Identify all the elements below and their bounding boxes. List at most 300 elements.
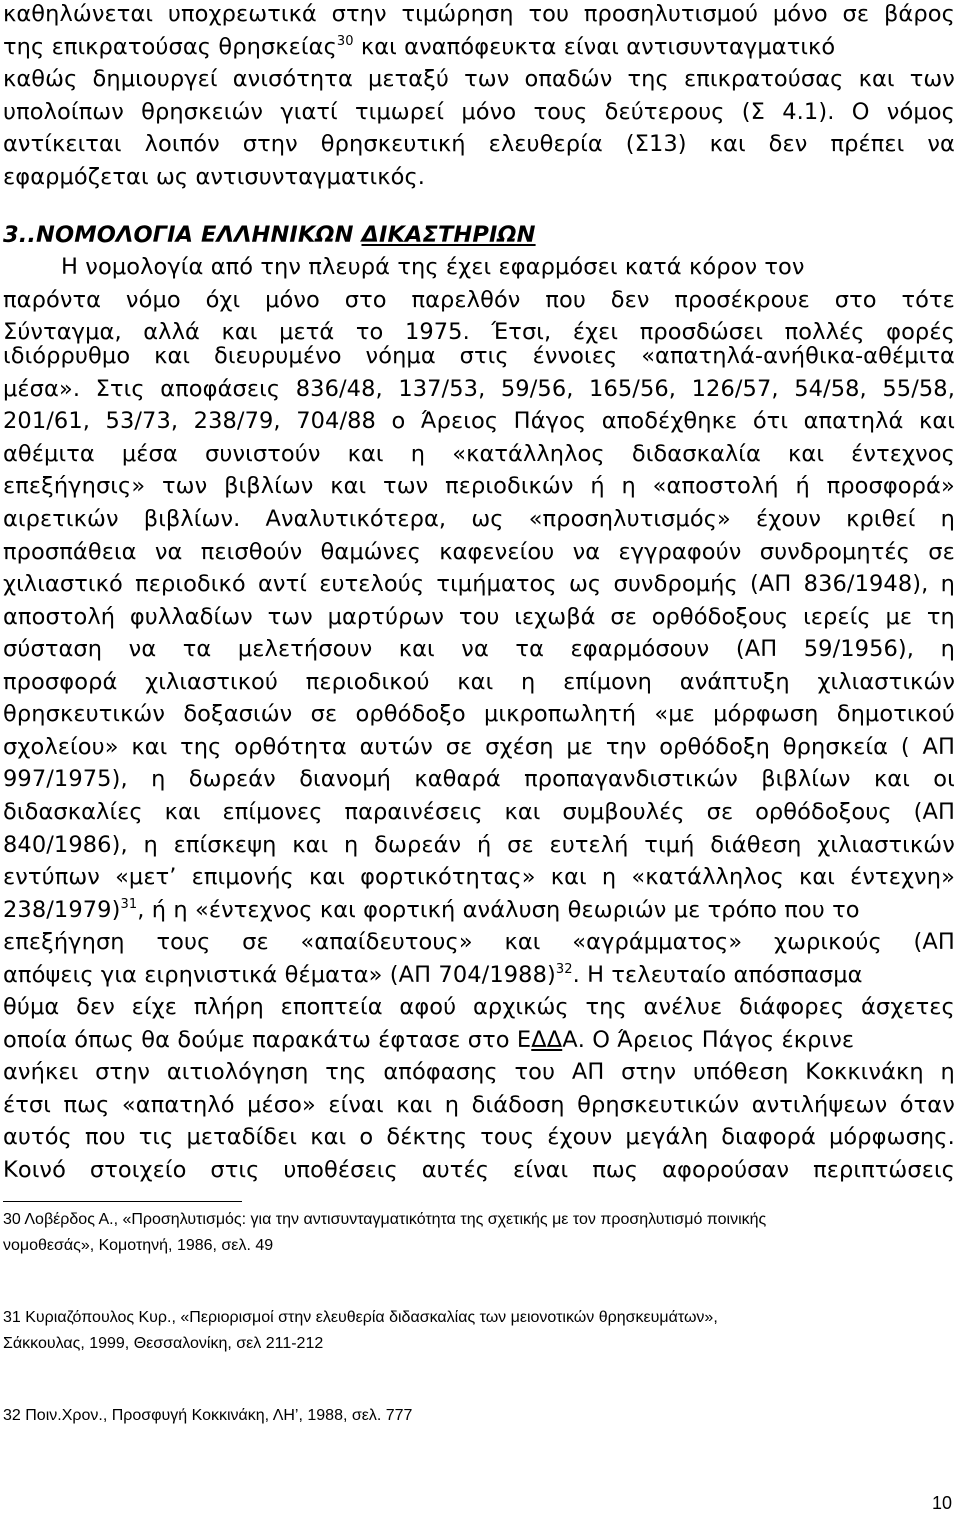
word: και (164, 799, 201, 825)
word: εντύπων (3, 864, 100, 890)
word: ιδιόρρυθμο (3, 343, 131, 369)
body-line (3, 996, 955, 1019)
word: είναι (512, 1157, 569, 1183)
word: η (344, 832, 359, 858)
word: τους (480, 1124, 535, 1150)
word: τιμωρεί (355, 99, 445, 125)
footnote-30-line: νομοθεσάς», Κομοτηνή, 1986, σελ. 49 (3, 1237, 274, 1254)
body-line (3, 736, 955, 759)
word: έχει (572, 319, 619, 345)
word: έννοιες (532, 343, 618, 369)
word: όταν (899, 1092, 955, 1118)
footnote-ref-32[interactable]: 32 (555, 962, 573, 977)
word: της (627, 66, 669, 92)
word: επικρατούσας (683, 66, 844, 92)
word: στο (834, 287, 877, 313)
word: που (545, 287, 586, 313)
body-line: της επικρατούσας θρησκείας$^{30}$ και αναπόφευκτα είναι αντισυνταγματικό (3, 34, 836, 60)
word: «κατάλληλος (631, 864, 784, 890)
word: 840/1986), (3, 832, 128, 858)
word: χιλιαστικού (145, 669, 279, 695)
word: άσχετες (861, 994, 955, 1020)
word: η (143, 832, 158, 858)
word: ορθότητα (234, 734, 347, 760)
word: επίσκεψη (173, 832, 277, 858)
word: «απαίδευτους» (300, 929, 473, 955)
body-line (3, 289, 955, 312)
word: Ο (851, 99, 870, 125)
word: μέσα (121, 441, 178, 467)
footnote-ref-31[interactable]: 31 (120, 897, 138, 912)
body-line (3, 768, 955, 791)
word: σε (310, 701, 338, 727)
word: διδασκαλίες (3, 799, 143, 825)
word: ΑΠ (571, 1059, 605, 1085)
body-line (3, 1061, 955, 1084)
word: και (310, 1124, 347, 1150)
word: που (84, 1124, 126, 1150)
word: νόμος (886, 99, 955, 125)
body-line (3, 638, 955, 661)
word: στην (242, 131, 298, 157)
word: των (267, 604, 313, 630)
word: εφαρμόσουν (570, 636, 710, 662)
word: στοιχείο (89, 1157, 187, 1183)
word: δωρεάν (374, 832, 462, 858)
word: είχε (131, 994, 177, 1020)
word: επιμονής (191, 864, 294, 890)
word: αυτές (421, 1157, 490, 1183)
word: αυτών (359, 734, 433, 760)
word: 165/56, (589, 376, 677, 402)
word: 126/57, (691, 376, 779, 402)
word: μόνο (265, 287, 320, 313)
body-line: απόψεις για ειρηνιστικά θέματα» (ΑΠ 704/1988)$^{32}$. Η τελευταίο απόσπασμα (3, 962, 863, 988)
word: των (162, 473, 208, 499)
word: χιλιαστικών (817, 832, 955, 858)
word: «απατηλά-ανήθικα-αθέμιτα (641, 343, 955, 369)
word: τα (182, 636, 212, 662)
word: αθέμιτα (3, 441, 95, 467)
word: και (347, 441, 384, 467)
word: αυτός (3, 1124, 72, 1150)
word: πεισθούν (200, 539, 303, 565)
word: ανισότητα (232, 66, 353, 92)
word: και (709, 131, 746, 157)
word: 704/88 (296, 408, 376, 434)
word: να (154, 539, 183, 565)
word: μόρφωσης. (829, 1124, 955, 1150)
word: η (601, 864, 617, 890)
word: καφενείου (439, 539, 555, 565)
word: ή (795, 473, 810, 499)
word: 997/1975), (3, 766, 128, 792)
word: αφορούσαν (662, 1157, 790, 1183)
word: και (398, 636, 435, 662)
word: έντεχνος (851, 441, 955, 467)
word: μόνο (461, 99, 517, 125)
word: και (550, 864, 587, 890)
body-line (3, 703, 955, 726)
word: σε (610, 604, 637, 630)
word: όχι (205, 287, 241, 313)
body-line: Η νομολογία από την πλευρά της έχει εφαρμόσει κατά κόρον τον (3, 254, 805, 280)
word: είναι (328, 1092, 384, 1118)
word: Αναλυτικότερα, (265, 506, 447, 532)
word: προσέκρουε (674, 287, 810, 313)
word: παραινέσεις (344, 799, 483, 825)
word: δημοτικού (836, 701, 955, 727)
word: επίμονες (222, 799, 323, 825)
word: διάθεση (710, 832, 802, 858)
word: Στις (95, 376, 145, 402)
word: έχουν (547, 1124, 613, 1150)
word: στο (344, 287, 387, 313)
word: προσφορά (3, 669, 118, 695)
word: προσπάθεια (3, 539, 137, 565)
word: 59/56, (500, 376, 574, 402)
word: 55/58, (882, 376, 955, 402)
word: και (858, 66, 895, 92)
word: περιοδικών (445, 473, 574, 499)
word: «απατηλό (121, 1092, 235, 1118)
word: σε (706, 799, 734, 825)
word: ο (359, 1124, 374, 1150)
word: προσφορά» (826, 473, 955, 499)
footnote-31-line: 31 Κυριαζόπουλος Κυρ., «Περιορισμοί στην ελευθερία διδασκαλίας των μειονοτικών θρησκευμάτων», (3, 1309, 718, 1326)
word: περιπτώσεις (813, 1157, 955, 1183)
word: μεγάλη (625, 1124, 709, 1150)
word: αντιλήψεων (751, 1092, 888, 1118)
word: περιοδικό (135, 571, 246, 597)
body-line (3, 1126, 955, 1149)
word: και (292, 832, 329, 858)
word: (ΑΠ (913, 799, 955, 825)
word: αντί (257, 571, 307, 597)
body-line: 238/1979)$^{31}$, ή η «έντεχνος και φορτική ανάλυση θεωριών με τρόπο που το (3, 897, 860, 923)
word: η (410, 441, 426, 467)
word: μικροπωλητή (483, 701, 637, 727)
word: και (504, 799, 541, 825)
word: η (940, 1059, 955, 1085)
word: και (308, 864, 345, 890)
word: Κοινό (3, 1157, 66, 1183)
word: αποστολή (3, 604, 116, 630)
word: ορθόδοξη (659, 734, 770, 760)
word: ευτελή (549, 832, 629, 858)
body-line (3, 606, 955, 629)
body-line (3, 475, 955, 498)
word: καθηλώνεται (3, 1, 154, 27)
word: εποπτεία (280, 994, 383, 1020)
word: συνδρομητές (759, 539, 910, 565)
word: να (572, 539, 601, 565)
word: θαμώνες (320, 539, 421, 565)
body-line (3, 573, 955, 596)
word: χιλιαστικό (3, 571, 123, 597)
word: 53/73, (105, 408, 179, 434)
word: μεταδίδει (186, 1124, 298, 1150)
word: των (383, 473, 429, 499)
word: «με (654, 701, 695, 727)
word: η (940, 571, 955, 597)
word: τιμή (644, 832, 695, 858)
word: παρελθόν (411, 287, 521, 313)
body-line (3, 133, 955, 156)
word: πολλές (784, 319, 865, 345)
word: τις (138, 1124, 174, 1150)
word: μελετήσουν (237, 636, 373, 662)
word: δεν (768, 131, 808, 157)
word: ορθόδοξους (651, 604, 789, 630)
word: (Σ13) (625, 131, 687, 157)
word: μέσα». (3, 376, 81, 402)
word: και (504, 929, 541, 955)
word: Κοκκινάκη (805, 1059, 924, 1085)
word: «αγράμματος» (572, 929, 743, 955)
word: επεξήγηση (3, 929, 125, 955)
word: θρησκειών (141, 99, 264, 125)
word: και (396, 1092, 433, 1118)
word: εγγραφούν (618, 539, 742, 565)
word: στις (459, 343, 509, 369)
word: 238/79, (193, 408, 281, 434)
body-line (3, 1094, 955, 1117)
word: ιερείς (803, 604, 871, 630)
word: 137/53, (398, 376, 486, 402)
footnote-31-line: Σάκκουλας, 1999, Θεσσαλονίκη, σελ 211-212 (3, 1335, 324, 1352)
word: απόφασης (383, 1059, 498, 1085)
word: σε (842, 1, 870, 27)
word: 836/1948), (803, 571, 929, 597)
word: διάδοση (471, 1092, 565, 1118)
word: της (180, 734, 222, 760)
word: ιεχωβά (514, 604, 596, 630)
word: σε (445, 734, 473, 760)
word: θύμα (3, 994, 60, 1020)
word: ότι (752, 408, 789, 434)
footnote-32-line: 32 Ποιν.Χρον., Προσφυγή Κοκκινάκη, ΛΗ’, 1988, σελ. 777 (3, 1407, 413, 1424)
word: ανήκει (3, 1059, 79, 1085)
body-line (3, 834, 955, 857)
word: γιατί (280, 99, 338, 125)
body-line (3, 801, 955, 824)
word: ( (900, 734, 910, 760)
word: να (927, 131, 955, 157)
footnote-30-line: 30 Λοβέρδος Α., «Προσηλυτισμός: για την αντισυνταγματικότητα της σχετικής με τον προσηλυτισμό ποινικής (3, 1211, 767, 1228)
word: σε (928, 539, 955, 565)
word: έντεχνη» (850, 864, 955, 890)
word: με (566, 734, 594, 760)
word: «κατάλληλος (452, 441, 605, 467)
body-line: οποία όπως θα δούμε παρακάτω έφτασε στο ΕΔΔΑ. Ο Άρειος Πάγος έκρινε (3, 1027, 855, 1053)
word: σχέση (485, 734, 554, 760)
word: και (873, 766, 910, 792)
word: η (151, 766, 166, 792)
word: θρησκεία (782, 734, 889, 760)
word: «προσηλυτισμός» (528, 506, 731, 532)
word: και (799, 864, 836, 890)
word: ή (590, 473, 605, 499)
body-line (3, 378, 955, 401)
word: αποφάσεις (160, 376, 281, 402)
word: των (464, 66, 510, 92)
word: διδασκαλία (631, 441, 761, 467)
word: δοξασιών (183, 701, 293, 727)
word: 59/1956), (803, 636, 915, 662)
word: ελευθερία (488, 131, 603, 157)
body-line (3, 345, 955, 368)
word: πως (592, 1157, 639, 1183)
word: υποθέσεις (283, 1157, 398, 1183)
word: νόημα (365, 343, 436, 369)
word: οι (933, 766, 955, 792)
word: βιβλίων (224, 473, 314, 499)
word: μαρτύρων (327, 604, 445, 630)
body-line (3, 931, 955, 954)
word: θρησκευτική (320, 131, 466, 157)
word: και (154, 343, 191, 369)
word: 1975. (404, 319, 470, 345)
word: δεύτερους (604, 99, 725, 125)
footnote-separator (3, 1201, 242, 1202)
footnote-ref-30[interactable]: 30 (336, 34, 354, 49)
word: καθαρά (414, 766, 501, 792)
word: 836/48, (295, 376, 383, 402)
word: αρχικώς (473, 994, 569, 1020)
body-line (3, 866, 955, 889)
word: επίμονη (563, 669, 653, 695)
word: βάρος (883, 1, 955, 27)
word: με (885, 604, 913, 630)
word: δεν (610, 287, 650, 313)
word: διαφορά (721, 1124, 816, 1150)
word: τη (926, 604, 955, 630)
word: (ΑΠ (913, 929, 955, 955)
word: ορθόδοξο (355, 701, 466, 727)
body-line (3, 101, 955, 124)
word: θρησκευτικών (577, 1092, 740, 1118)
word: και (788, 441, 825, 467)
word: των (909, 66, 955, 92)
word: (ΑΠ (750, 571, 792, 597)
word: η (521, 669, 536, 695)
word: η (940, 506, 955, 532)
word: την (605, 734, 647, 760)
word: διανομή (299, 766, 392, 792)
word: χωρικούς (773, 929, 882, 955)
word: συμβουλές (562, 799, 685, 825)
word: παρόντα (3, 287, 102, 313)
word: του (514, 1059, 556, 1085)
word: ο (391, 408, 406, 434)
word: απατηλά (803, 408, 904, 434)
word: φορές (886, 319, 955, 345)
word: στις (210, 1157, 260, 1183)
body-line (3, 410, 955, 433)
word: και (131, 734, 168, 760)
word: υπόθεση (692, 1059, 789, 1085)
body-line (3, 508, 955, 531)
word: μεταξύ (367, 66, 450, 92)
word: μόνο (772, 1, 828, 27)
word: «αποστολή (652, 473, 779, 499)
page-number: 10 (931, 1493, 952, 1513)
word: μέσο» (247, 1092, 316, 1118)
word: τους (156, 929, 211, 955)
word: το (355, 319, 384, 345)
word: 54/58, (794, 376, 867, 402)
word: πρέπει (830, 131, 905, 157)
body-line (3, 1159, 955, 1182)
word: βιβλίων. (143, 506, 241, 532)
word: και (330, 473, 367, 499)
word: στην (95, 1059, 151, 1085)
word: στην (331, 1, 387, 27)
word: φυλλαδίων (129, 604, 253, 630)
word: προσηλυτισμού (583, 1, 759, 27)
word: ή (476, 832, 492, 858)
word: δεν (76, 994, 115, 1020)
word: αλλά (143, 319, 200, 345)
word: θρησκευτικών (3, 701, 166, 727)
word: σε (242, 929, 269, 955)
word: περιοδικού (305, 669, 430, 695)
body-line (3, 671, 955, 694)
word: η (444, 1092, 460, 1118)
word: της (585, 994, 627, 1020)
word: προσδώσει (639, 319, 764, 345)
word: Σύνταγμα, (3, 319, 122, 345)
word: διάφορες (738, 994, 845, 1020)
word: Άρειος (420, 408, 499, 434)
word: 201/61, (3, 408, 91, 434)
word: αφού (399, 994, 457, 1020)
word: πλήρη (193, 994, 264, 1020)
body-line (3, 321, 955, 344)
body-line (3, 3, 955, 26)
word: του (528, 1, 570, 27)
word: η (621, 473, 636, 499)
word: της (325, 1059, 367, 1085)
word: και (457, 669, 494, 695)
word: φορτικότητας» (360, 864, 536, 890)
word: Πάγος (513, 408, 587, 434)
word: τιμήματος (436, 571, 557, 597)
word: Έτσι, (491, 319, 552, 345)
word: τότε (901, 287, 955, 313)
word: του (458, 604, 500, 630)
word: κριθεί (846, 506, 916, 532)
word: 4.1). (782, 99, 835, 125)
word: έτσι (3, 1092, 51, 1118)
word: ως (471, 506, 504, 532)
word: έχουν (756, 506, 822, 532)
word: ορθόδοξους (755, 799, 892, 825)
word: προπαγανδιστικών (524, 766, 738, 792)
body-line (3, 443, 955, 466)
word: τιμώρηση (401, 1, 514, 27)
word: μόρφωση (713, 701, 819, 727)
word: νόμο (125, 287, 181, 313)
word: υποχρεωτικά (167, 1, 317, 27)
word: σχολείου» (3, 734, 119, 760)
word: (Σ (741, 99, 765, 125)
word: τα (515, 636, 544, 662)
word: ΑΠ (922, 734, 955, 760)
word: ευτελούς (319, 571, 425, 597)
body-line (3, 541, 955, 564)
